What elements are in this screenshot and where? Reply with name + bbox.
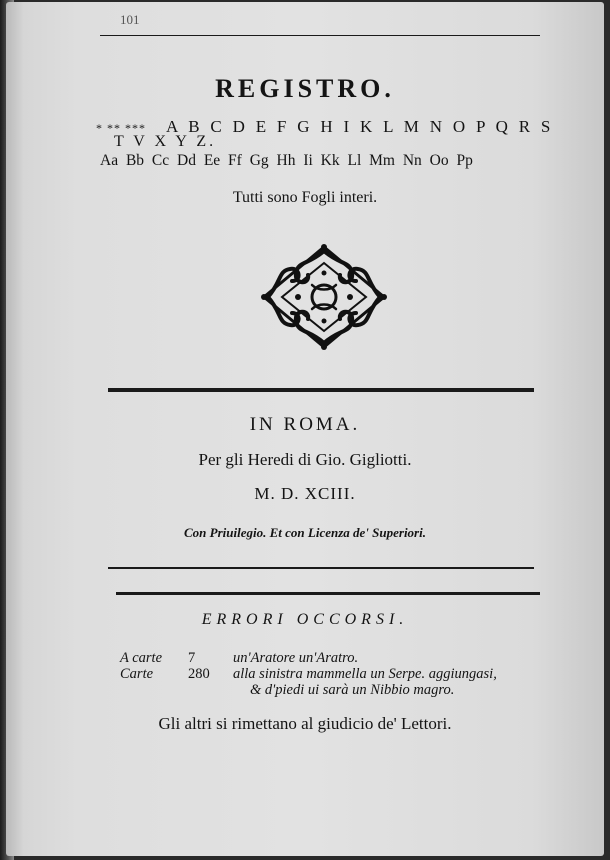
- errata-heading: ERRORI OCCORSI.: [201, 611, 409, 628]
- imprint-year: M. D. XCIII.: [254, 484, 356, 503]
- header-rule: [100, 35, 540, 36]
- errata-label: Carte: [120, 666, 154, 682]
- errata-top-rule: [116, 592, 540, 595]
- errata-closing: Gli altri si rimettano al giudicio de' Lettori.: [158, 714, 452, 733]
- imprint-printer: Per gli Heredi di Gio. Gigliotti.: [198, 450, 412, 469]
- register-marks: * ** ***: [96, 120, 146, 135]
- errata-text: alla sinistra mammella un Serpe. aggiungasi,: [233, 666, 497, 682]
- imprint-bottom-rule: [108, 567, 534, 569]
- errata-text: & d'piedi ui sarà un Nibbio magro.: [250, 682, 455, 698]
- page-number: 101: [120, 12, 140, 27]
- register-line-2: T V X Y Z.: [114, 133, 217, 150]
- imprint-place: IN ROMA.: [249, 414, 361, 435]
- errata-page: 280: [188, 666, 210, 682]
- register-title: REGISTRO.: [215, 74, 395, 103]
- register-line-3: Aa Bb Cc Dd Ee Ff Gg Hh Ii Kk Ll Mm Nn Oo Pp: [100, 152, 473, 169]
- ornament-fleuron-icon: [258, 241, 390, 353]
- imprint-top-rule: [108, 388, 534, 392]
- errata-label: A carte: [120, 650, 163, 666]
- register-note: Tutti sono Fogli interi.: [232, 189, 378, 206]
- register-letters-1: A B C D E F G H I K L M N O P Q R S: [166, 117, 554, 136]
- errata-text: un'Aratore un'Aratro.: [233, 650, 359, 666]
- imprint-privilege: Con Priuilegio. Et con Licenza de' Superiori.: [184, 525, 426, 540]
- errata-page: 7: [188, 650, 196, 666]
- errata-row: [120, 682, 540, 700]
